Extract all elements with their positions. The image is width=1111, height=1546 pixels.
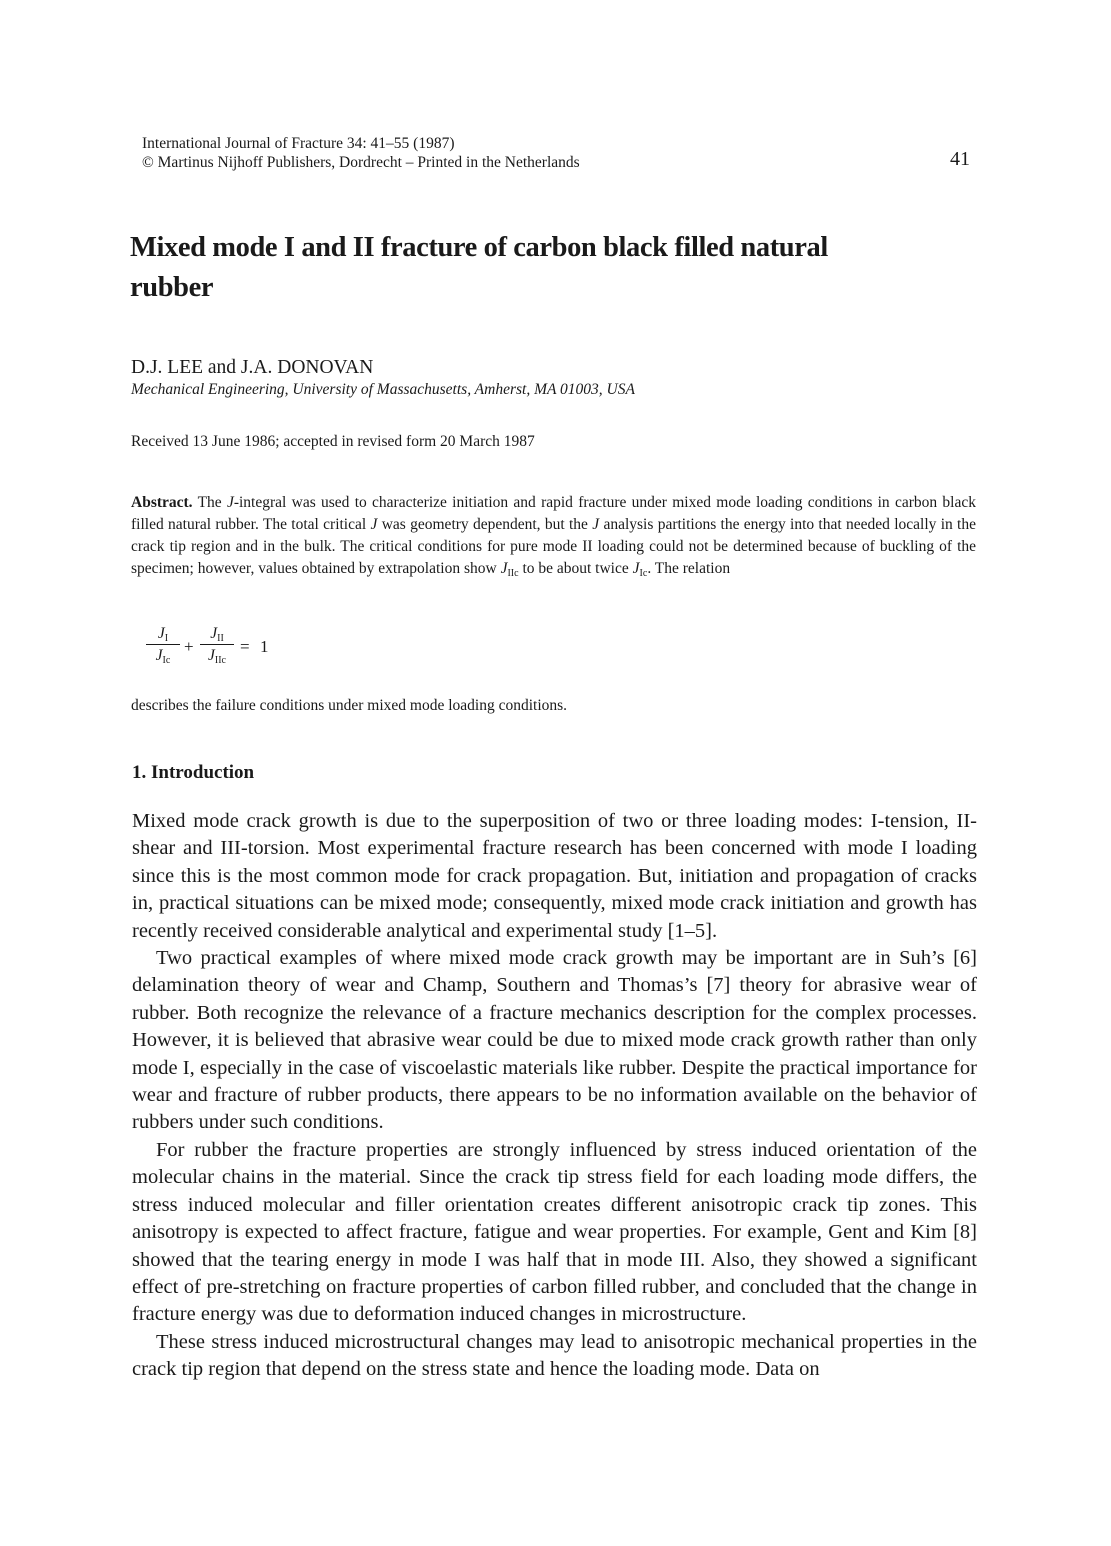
- affiliation: Mechanical Engineering, University of Massachusetts, Amherst, MA 01003, USA: [131, 381, 635, 398]
- abstract-symbol: J: [500, 560, 508, 577]
- paragraph: These stress induced microstructural changes may lead to anisotropic mechanical properties in the crack tip region that depend on the stress state and hence the loading mode. Data on: [132, 1330, 977, 1381]
- failure-criterion-equation: [146, 624, 326, 678]
- equals-sign: =: [240, 637, 250, 656]
- abstract-symbol: J: [592, 516, 600, 533]
- abstract: [131, 492, 976, 585]
- journal-citation: International Journal of Fracture 34: 41–55 (1987): [142, 135, 455, 152]
- abstract-subscript: Ic: [639, 568, 648, 579]
- page-number: 41: [950, 148, 970, 170]
- plus-sign: +: [184, 637, 194, 656]
- fraction-mode-one: [146, 624, 180, 665]
- abstract-conclusion: describes the failure conditions under mixed mode loading conditions.: [131, 697, 568, 714]
- section-heading: 1. Introduction: [132, 762, 255, 783]
- paragraph: For rubber the fracture properties are strongly influenced by stress induced orientation of the molecular chains in the material. Since the crack tip stress field for each loading mode differs, the stress induced molecular and filler orientation creates different anisotropic crack tip zones. This anisotropy is expected to affect fracture, fatigue and wear properties. For example, Gent and Kim [8] showed that the tearing energy in mode I was half that in mode III. Also, they showed a significant effect of pre-stretching on fracture properties of carbon filled rubber, and concluded that the change in fracture energy was due to deformation induced changes in microstructure.: [132, 1138, 977, 1326]
- abstract-label: Abstract.: [131, 494, 193, 511]
- authors: D.J. LEE and J.A. DONOVAN: [131, 357, 374, 378]
- abstract-text: analysis partitions the energy into that needed locally in the crack tip region and in the bulk. The critical conditions for pure mode II loading could not be determined because of buckling of the specimen; however, values obtained by extrapolation show: [131, 516, 976, 577]
- abstract-text: -integral was used to characterize initiation and rapid fracture under mixed mode loading conditions in carbon black filled natural rubber. The total critical: [131, 494, 976, 533]
- equation-rhs: 1: [260, 637, 269, 656]
- fraction-numerator: $J_I$: [157, 625, 169, 644]
- abstract-text: was geometry dependent, but the: [377, 516, 593, 533]
- article-title: Mixed mode I and II fracture of carbon black filled natural rubber: [130, 232, 828, 303]
- abstract-symbol: J: [226, 494, 234, 511]
- abstract-subscript: IIc: [507, 568, 519, 579]
- received-dates: Received 13 June 1986; accepted in revised form 20 March 1987: [131, 433, 535, 450]
- paragraph: Mixed mode crack growth is due to the superposition of two or three loading modes: I-tension, II-shear and III-torsion. Most experimental fracture research has been concerned with mode I loading since this is the most common mode for crack propagation. But, initiation and propagation of cracks in, practical situations can be mixed mode; consequently, mixed mode crack initiation and growth has recently received considerable analytical and experimental study [1–5].: [132, 810, 977, 942]
- fraction-denominator: $J_{Ic}$: [155, 647, 171, 666]
- section-body: [132, 808, 977, 1384]
- fraction-denominator: $J_{IIc}$: [208, 647, 226, 666]
- abstract-symbol: J: [632, 560, 640, 577]
- publisher-line: © Martinus Nijhoff Publishers, Dordrecht – Printed in the Netherlands: [142, 154, 580, 171]
- fraction-mode-two: [200, 624, 234, 665]
- abstract-symbol: J: [370, 516, 378, 533]
- abstract-text: . The relation: [647, 560, 731, 577]
- abstract-text: The: [192, 494, 227, 511]
- paragraph: Two practical examples of where mixed mode crack growth may be important are in Suh’s [6] delamination theory of wear and Champ, Southern and Thomas’s [7] theory for abrasive wear of rubber. Both recognize the relevance of a fracture mechanics description for the complex processes. However, it is believed that abrasive wear could be due to mixed mode crack growth rather than only mode I, especially in the case of viscoelastic materials like rubber. Despite the practical importance for wear and fracture of rubber products, there appears to be no information available on the behavior of rubbers under such conditions.: [132, 947, 977, 1134]
- running-head: [142, 134, 580, 172]
- abstract-text: to be about twice: [518, 560, 633, 577]
- fraction-numerator: $J_{II}$: [210, 625, 224, 644]
